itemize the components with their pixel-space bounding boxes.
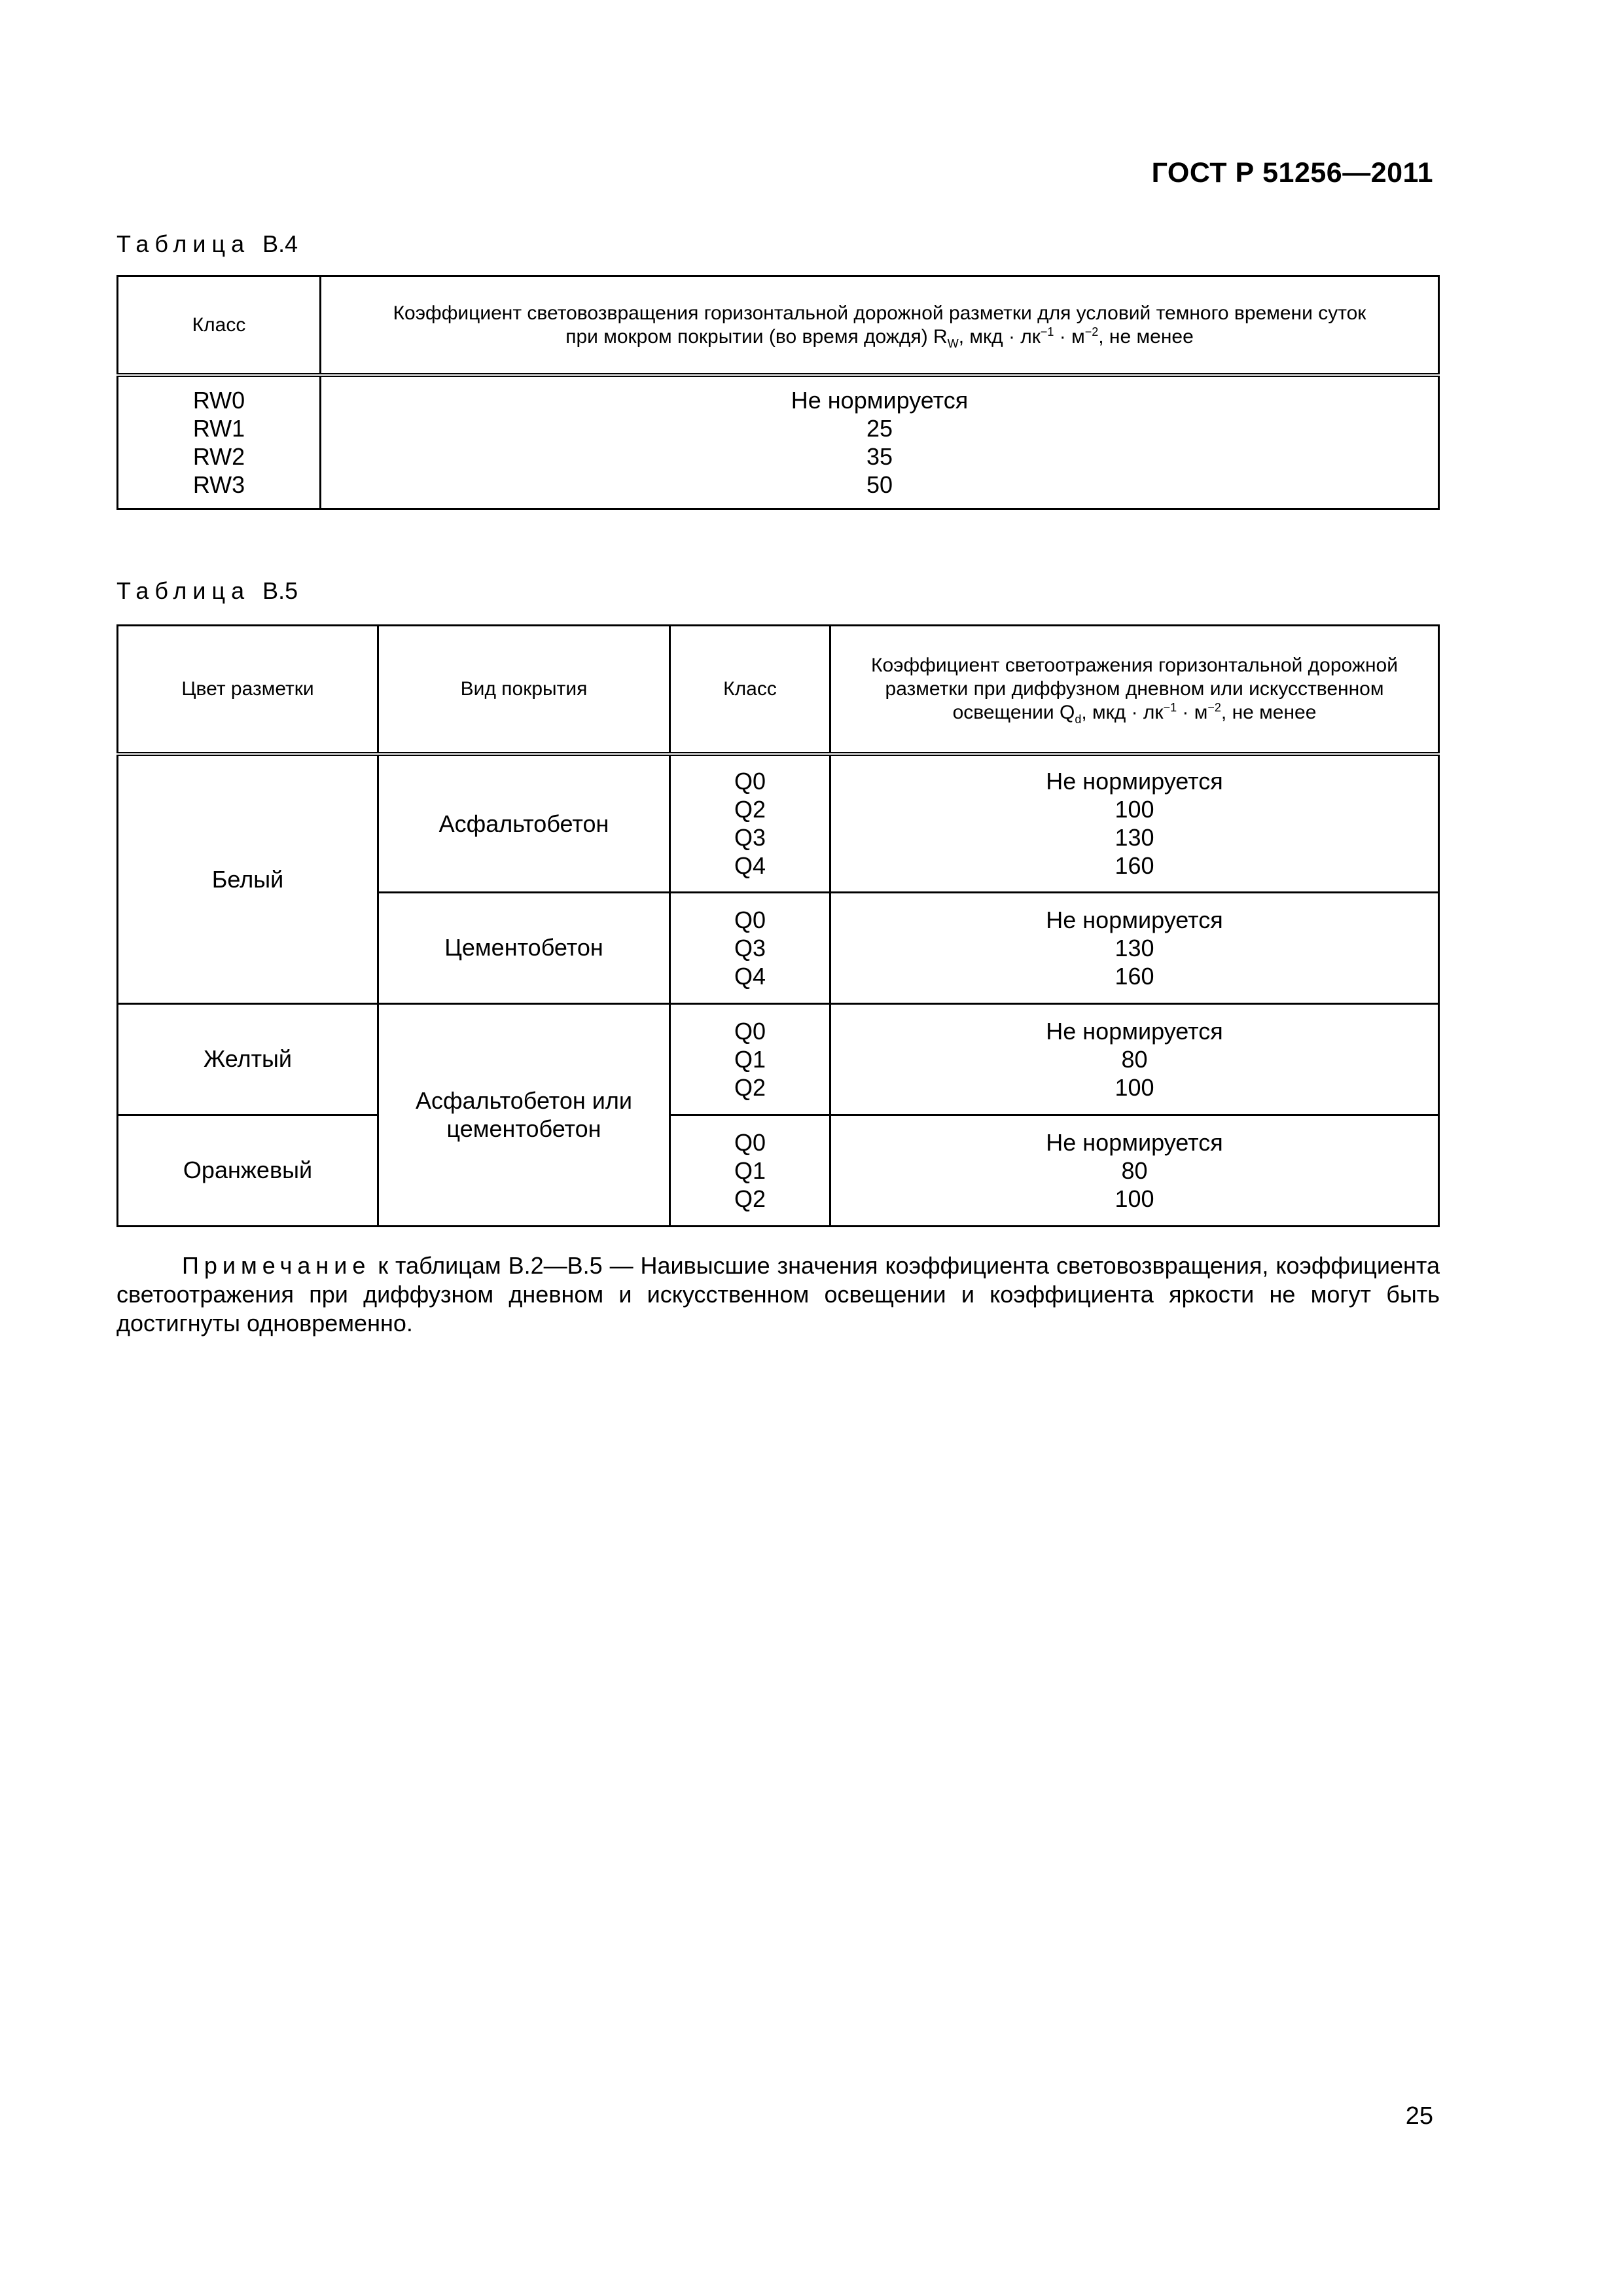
color-cell: Оранжевый [118, 1115, 378, 1226]
table-row [118, 754, 1439, 892]
caption-word: Таблица [116, 577, 251, 604]
caption-number: В.4 [262, 230, 298, 257]
table-b4 [116, 275, 1440, 510]
note-text: к таблицам В.2—В.5 — Наивысшие значения коэффициента световозвращения, коэффициента светоотражения при диффузном дневном и искусственном освещении и коэффициента яркости не могут быть достигнуты одновременно. [116, 1252, 1440, 1336]
class-cell: Q0 Q3 Q4 [670, 892, 830, 1003]
table-row [118, 375, 1439, 509]
header-coefficient: Коэффициент светоотражения горизонтальной дорожной разметки при диффузном дневном или искусственном освещении $Q_d$, мкд · $лк^{-1} \cdot м^{-2}$, не менее [830, 626, 1439, 755]
class-cell: RW0 RW1 RW2 RW3 [118, 375, 321, 509]
surface-cell: Цементобетон [378, 892, 670, 1003]
value-cell: Не нормируется 130 160 [830, 892, 1439, 1003]
value-cell: Не нормируется 25 35 50 [321, 375, 1439, 509]
header-coef-line2: при мокром покрытии (во время дождя) $R_W$, мкд · $лк^{-1} \cdot м^{-2}$, не менее [565, 325, 1194, 350]
value-cell: Не нормируется 80 100 [830, 1003, 1439, 1115]
table-b5-caption [116, 577, 298, 605]
header-surface: Вид покрытия [378, 626, 670, 755]
header-class: Класс [670, 626, 830, 755]
color-cell: Белый [118, 754, 378, 1003]
header-coef-line1: Коэффициент световозвращения горизонтальной дорожной разметки для условий темного времени суток [393, 302, 1366, 324]
note-label: Примечание [182, 1252, 371, 1279]
header-color: Цвет разметки [118, 626, 378, 755]
table-note [116, 1251, 1440, 1338]
caption-word: Таблица [116, 230, 251, 257]
color-cell: Желтый [118, 1003, 378, 1115]
class-cell: Q0 Q1 Q2 [670, 1115, 830, 1226]
header-coefficient [321, 276, 1439, 376]
table-row [118, 1003, 1439, 1115]
table-row [118, 1115, 1439, 1226]
page-number: 25 [1405, 2102, 1433, 2130]
class-cell: Q0 Q2 Q3 Q4 [670, 754, 830, 892]
surface-cell: Асфальтобетон [378, 754, 670, 892]
surface-cell: Асфальтобетон или цементобетон [378, 1003, 670, 1226]
header-class: Класс [118, 276, 321, 376]
table-b5 [116, 624, 1440, 1227]
table-b4-caption [116, 230, 298, 258]
caption-number: В.5 [262, 577, 298, 604]
document-header: ГОСТ Р 51256—2011 [1151, 157, 1433, 188]
value-cell: Не нормируется 100 130 160 [830, 754, 1439, 892]
value-cell: Не нормируется 80 100 [830, 1115, 1439, 1226]
class-cell: Q0 Q1 Q2 [670, 1003, 830, 1115]
